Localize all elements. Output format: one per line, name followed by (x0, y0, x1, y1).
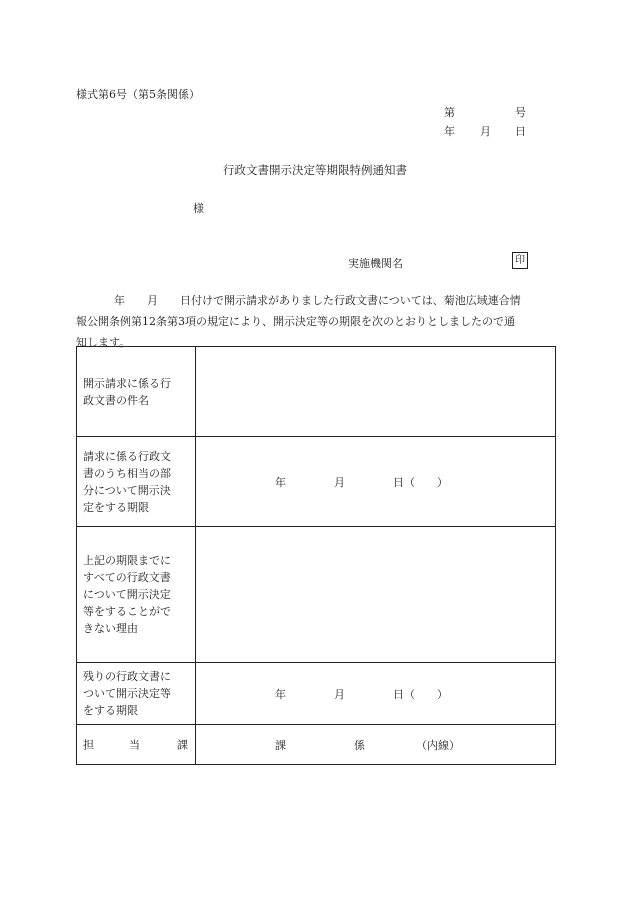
table-row (77, 663, 556, 725)
partial-deadline-field[interactable] (196, 437, 556, 527)
document-name-field[interactable] (196, 347, 556, 437)
label-line: について開示決定 (83, 588, 171, 601)
row-label-partial-deadline (77, 437, 196, 527)
form-number-label: 様式第6号（第5条関係） (76, 88, 200, 101)
extension-label: （内線） (416, 738, 460, 752)
deadline-month: 月 (334, 475, 345, 489)
seal-mark: 印 (512, 252, 528, 269)
label-line: 書のうち相当の部 (83, 466, 171, 480)
notice-body-line: 報公開条例第12条第3項の規定により、開示決定等の期限を次のとおりとしましたので通 (76, 315, 515, 328)
notice-body-line: 年 月 日付けで開示請求がありました行政文書については、菊池広域連合情 (114, 294, 521, 307)
label-line: 開示請求に係る行 (83, 376, 171, 390)
notice-body (76, 290, 562, 353)
row-label-reason (77, 527, 196, 663)
table-row (77, 527, 556, 663)
notice-table (76, 346, 556, 765)
section-label: 課 (275, 738, 286, 752)
label-line: 上記の期限までに (83, 554, 171, 567)
label-char: 課 (177, 738, 188, 751)
document-number-suffix: 号 (515, 106, 526, 119)
label-line: 政文書の件名 (83, 393, 149, 407)
row-label-document-name (77, 347, 196, 437)
table-row (77, 725, 556, 765)
label-char: 当 (129, 738, 140, 751)
row-label-department (77, 725, 196, 765)
label-line: 定をする期限 (83, 500, 149, 514)
issue-date-day: 日 (515, 125, 526, 138)
issue-date-year: 年 (444, 125, 455, 138)
addressee-suffix: 様 (193, 202, 204, 215)
label-line: 残りの行政文書に (83, 670, 171, 683)
label-line: 分について開示決 (83, 483, 171, 497)
issue-date-month: 月 (480, 125, 491, 138)
document-title: 行政文書開示決定等期限特例通知書 (223, 163, 407, 177)
deadline-year: 年 (275, 687, 286, 701)
reason-field[interactable] (196, 527, 556, 663)
label-line: 請求に係る行政文 (83, 449, 171, 463)
agency-name-label: 実施機関名 (348, 257, 403, 270)
remaining-deadline-field[interactable] (196, 663, 556, 725)
label-line: ついて開示決定等 (83, 687, 171, 700)
label-char: 担 (83, 738, 94, 751)
deadline-month: 月 (334, 687, 345, 701)
label-line: をする期限 (83, 704, 138, 717)
deadline-day: 日（ ） (393, 475, 448, 489)
row-label-remaining-deadline (77, 663, 196, 725)
deadline-day: 日（ ） (393, 687, 448, 701)
subsection-label: 係 (354, 738, 365, 752)
table-row (77, 347, 556, 437)
label-line: すべての行政文書 (83, 571, 171, 584)
department-field[interactable] (196, 725, 556, 765)
deadline-year: 年 (275, 475, 286, 489)
notice-body-line: 知します。 (76, 336, 131, 349)
document-number-prefix: 第 (444, 106, 455, 119)
table-row (77, 437, 556, 527)
label-line: 等をすることがで (83, 605, 171, 618)
label-line: きない理由 (83, 622, 138, 635)
